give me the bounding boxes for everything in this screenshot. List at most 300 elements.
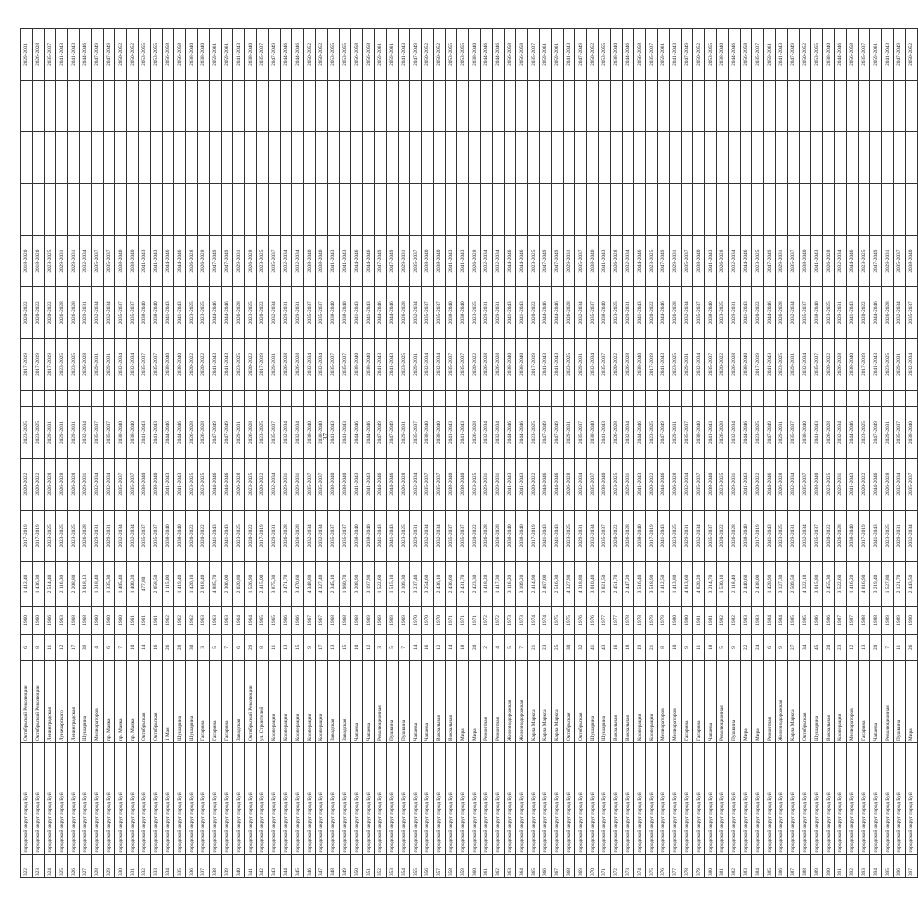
period-cell: 2044-2046 bbox=[209, 458, 221, 510]
house-cell: 14 bbox=[445, 634, 457, 660]
period-cell bbox=[127, 390, 139, 406]
last-period-cell: 2053-2055 bbox=[339, 29, 351, 81]
period-cell: 2026-2028 bbox=[622, 339, 634, 391]
period-cell: 2026-2028 bbox=[68, 287, 80, 339]
street-cell: Мира bbox=[457, 660, 469, 742]
area-cell: 2 118,40 bbox=[728, 562, 740, 607]
period-cell bbox=[469, 132, 481, 184]
period-cell: 2032-2034 bbox=[728, 235, 740, 287]
period-cell: 2020-2022 bbox=[646, 458, 658, 510]
period-cell: 2017-2019 bbox=[32, 339, 44, 391]
period-cell bbox=[846, 132, 858, 184]
period-cell: 2023-2025 bbox=[776, 339, 788, 391]
street-cell: Шушарина bbox=[79, 660, 91, 742]
period-cell: 2035-2037 bbox=[433, 458, 445, 510]
street-cell: Октябрьская bbox=[799, 660, 811, 742]
table-row bbox=[764, 29, 776, 878]
period-cell: 2020-2022 bbox=[646, 287, 658, 339]
period-cell: 2029-2031 bbox=[91, 339, 103, 391]
house-cell: 6 bbox=[764, 634, 776, 660]
last-period-cell: 2044-2046 bbox=[834, 29, 846, 81]
period-cell: 2029-2031 bbox=[622, 458, 634, 510]
street-cell: Мира bbox=[469, 660, 481, 742]
last-period-cell: 2026-2028 bbox=[32, 29, 44, 81]
row-number-cell: 363 bbox=[504, 854, 516, 877]
period-cell bbox=[764, 184, 776, 236]
year-cell: 1988 bbox=[858, 606, 870, 634]
period-cell bbox=[374, 80, 386, 132]
house-cell: 4 bbox=[492, 634, 504, 660]
period-cell bbox=[787, 80, 799, 132]
period-cell: 2026-2028 bbox=[481, 339, 493, 391]
row-number-cell: 332 bbox=[138, 854, 150, 877]
period-cell: 2032-2034 bbox=[834, 407, 846, 459]
period-cell: 2035-2037 bbox=[127, 287, 139, 339]
table-row bbox=[622, 29, 634, 878]
period-cell: 2038-2040 bbox=[587, 407, 599, 459]
period-cell bbox=[681, 132, 693, 184]
row-number-cell: 351 bbox=[363, 854, 375, 877]
table-row bbox=[280, 29, 292, 878]
repair-schedule-table bbox=[20, 28, 918, 878]
period-cell bbox=[386, 184, 398, 236]
municipality-cell: городской округ город Буй bbox=[587, 742, 599, 854]
period-cell: 2020-2022 bbox=[44, 287, 56, 339]
period-cell: 2035-2037 bbox=[138, 510, 150, 562]
period-cell: 2029-2031 bbox=[776, 235, 788, 287]
last-period-cell: 2050-2052 bbox=[905, 29, 917, 81]
period-cell bbox=[599, 80, 611, 132]
period-cell: 2023-2025 bbox=[717, 458, 729, 510]
period-cell: 2023-2025 bbox=[469, 287, 481, 339]
period-cell: 2032-2034 bbox=[79, 235, 91, 287]
period-cell: 2041-2043 bbox=[516, 287, 528, 339]
period-cell bbox=[386, 132, 398, 184]
period-cell: 2032-2034 bbox=[115, 510, 127, 562]
period-cell: 2038-2040 bbox=[433, 407, 445, 459]
year-cell: 1970 bbox=[422, 606, 434, 634]
period-cell bbox=[162, 390, 174, 406]
street-cell: ул. Строителей bbox=[256, 660, 268, 742]
period-cell: 2044-2046 bbox=[363, 407, 375, 459]
period-cell: 2035-2037 bbox=[705, 339, 717, 391]
area-cell: 4 816,90 bbox=[858, 562, 870, 607]
row-number-cell: 356 bbox=[422, 854, 434, 877]
row-number-cell: 329 bbox=[103, 854, 115, 877]
street-cell: Октябрьская bbox=[575, 660, 587, 742]
period-cell bbox=[174, 184, 186, 236]
period-cell bbox=[115, 80, 127, 132]
period-cell bbox=[551, 184, 563, 236]
period-cell: 2020-2022 bbox=[256, 458, 268, 510]
period-cell: 2047-2049 bbox=[209, 407, 221, 459]
period-cell bbox=[846, 390, 858, 406]
street-cell: Чапаева bbox=[351, 660, 363, 742]
period-cell bbox=[292, 80, 304, 132]
municipality-cell: городской округ город Буй bbox=[79, 742, 91, 854]
period-cell: 2018-2020 bbox=[32, 235, 44, 287]
period-cell: 2038-2040 bbox=[315, 235, 327, 287]
house-cell: 14 bbox=[138, 634, 150, 660]
period-cell bbox=[115, 390, 127, 406]
table-body bbox=[21, 29, 918, 878]
year-cell: 1989 bbox=[893, 606, 905, 634]
area-cell: 3 518,90 bbox=[646, 562, 658, 607]
period-cell bbox=[398, 132, 410, 184]
municipality-cell: городской округ город Буй bbox=[197, 742, 209, 854]
period-cell: 2026-2028 bbox=[44, 458, 56, 510]
street-cell: Ремонтная bbox=[492, 660, 504, 742]
period-cell: 2038-2040 bbox=[433, 235, 445, 287]
period-cell bbox=[752, 80, 764, 132]
municipality-cell: городской округ город Буй bbox=[327, 742, 339, 854]
period-cell: 2035-2037 bbox=[304, 287, 316, 339]
period-cell: 2023-2025 bbox=[245, 287, 257, 339]
period-cell: 2035-2037 bbox=[681, 407, 693, 459]
period-cell: 2038-2040 bbox=[504, 510, 516, 562]
period-cell bbox=[905, 390, 917, 406]
period-cell bbox=[599, 184, 611, 236]
period-cell: 2035-2037 bbox=[268, 407, 280, 459]
house-cell: 39 bbox=[79, 634, 91, 660]
period-cell bbox=[351, 390, 363, 406]
period-cell: 2044-2046 bbox=[221, 287, 233, 339]
period-cell bbox=[68, 184, 80, 236]
period-cell bbox=[197, 80, 209, 132]
period-cell: 2038-2040 bbox=[799, 407, 811, 459]
period-cell bbox=[622, 390, 634, 406]
period-cell: 2023-2025 bbox=[197, 287, 209, 339]
period-cell: 2023-2025 bbox=[610, 287, 622, 339]
period-cell: 2032-2034 bbox=[799, 510, 811, 562]
row-number-cell: 325 bbox=[56, 854, 68, 877]
period-cell: 2047-2049 bbox=[764, 407, 776, 459]
period-cell: 2026-2028 bbox=[834, 510, 846, 562]
period-cell: 2038-2040 bbox=[634, 510, 646, 562]
period-cell: 2044-2046 bbox=[174, 235, 186, 287]
street-cell: 1 Мая bbox=[162, 660, 174, 742]
row-number-cell: 364 bbox=[516, 854, 528, 877]
period-cell bbox=[374, 184, 386, 236]
house-cell: 8 bbox=[32, 634, 44, 660]
period-cell bbox=[197, 132, 209, 184]
street-cell: Шушарина bbox=[811, 660, 823, 742]
year-cell: 1963 bbox=[197, 606, 209, 634]
year-cell: 1960 bbox=[103, 606, 115, 634]
period-cell: 2041-2043 bbox=[150, 407, 162, 459]
period-cell bbox=[433, 132, 445, 184]
table-row bbox=[669, 29, 681, 878]
period-cell: 2044-2046 bbox=[351, 235, 363, 287]
period-cell: 2020-2022 bbox=[197, 510, 209, 562]
period-cell: 2020-2022 bbox=[528, 458, 540, 510]
year-cell: 1985 bbox=[799, 606, 811, 634]
street-cell: пр. Маяка bbox=[127, 660, 139, 742]
year-cell: 1967 bbox=[304, 606, 316, 634]
area-cell: 3 208,90 bbox=[351, 562, 363, 607]
area-cell: 3 522,60 bbox=[834, 562, 846, 607]
municipality-cell: городской округ город Буй bbox=[905, 742, 917, 854]
period-cell: 2038-2040 bbox=[811, 458, 823, 510]
municipality-cell: городской округ город Буй bbox=[705, 742, 717, 854]
period-cell bbox=[705, 80, 717, 132]
period-cell: 2044-2046 bbox=[162, 235, 174, 287]
period-cell bbox=[221, 132, 233, 184]
period-cell bbox=[197, 184, 209, 236]
period-cell: 2044-2046 bbox=[162, 407, 174, 459]
period-cell bbox=[893, 80, 905, 132]
municipality-cell: городской округ город Буй bbox=[115, 742, 127, 854]
period-cell: 2044-2046 bbox=[740, 407, 752, 459]
street-cell: Мелиораторов bbox=[658, 660, 670, 742]
table-row bbox=[658, 29, 670, 878]
period-cell: 2035-2037 bbox=[787, 407, 799, 459]
year-cell: 1983 bbox=[752, 606, 764, 634]
row-number-cell: 340 bbox=[233, 854, 245, 877]
period-cell bbox=[693, 390, 705, 406]
municipality-cell: городской округ город Буй bbox=[693, 742, 705, 854]
street-cell: Вокзальная bbox=[433, 660, 445, 742]
period-cell: 2026-2028 bbox=[292, 510, 304, 562]
street-cell: Вокзальная bbox=[823, 660, 835, 742]
period-cell bbox=[292, 132, 304, 184]
period-cell: 2032-2034 bbox=[268, 287, 280, 339]
period-cell: 2038-2040 bbox=[811, 287, 823, 339]
period-cell bbox=[433, 80, 445, 132]
period-cell: 2035-2037 bbox=[339, 339, 351, 391]
period-cell bbox=[481, 80, 493, 132]
period-cell: 2038-2040 bbox=[150, 458, 162, 510]
period-cell: 2026-2028 bbox=[398, 287, 410, 339]
municipality-cell: городской округ город Буй bbox=[799, 742, 811, 854]
area-cell: 1 527,80 bbox=[882, 562, 894, 607]
period-cell bbox=[351, 132, 363, 184]
period-cell: 2035-2037 bbox=[587, 287, 599, 339]
year-cell: 1986 bbox=[823, 606, 835, 634]
period-cell bbox=[481, 390, 493, 406]
street-cell: Революционная bbox=[717, 660, 729, 742]
street-cell: Железнодорожная bbox=[516, 660, 528, 742]
period-cell: 2017-2019 bbox=[752, 510, 764, 562]
period-cell bbox=[398, 390, 410, 406]
period-cell: 2038-2040 bbox=[315, 407, 327, 459]
house-cell: 4 bbox=[91, 634, 103, 660]
municipality-cell: городской округ город Буй bbox=[563, 742, 575, 854]
year-cell: 1967 bbox=[315, 606, 327, 634]
period-cell: 2026-2028 bbox=[233, 458, 245, 510]
period-cell: 2035-2037 bbox=[91, 407, 103, 459]
period-cell: 2032-2034 bbox=[799, 339, 811, 391]
period-cell: 2026-2028 bbox=[197, 235, 209, 287]
period-cell: 2023-2025 bbox=[469, 458, 481, 510]
year-cell: 1968 bbox=[327, 606, 339, 634]
table-row bbox=[728, 29, 740, 878]
area-cell: 1 417,30 bbox=[492, 562, 504, 607]
year-cell: 1984 bbox=[764, 606, 776, 634]
period-cell: 2023-2025 bbox=[256, 235, 268, 287]
period-cell bbox=[610, 184, 622, 236]
row-number-cell: 344 bbox=[280, 854, 292, 877]
row-number-cell: 370 bbox=[587, 854, 599, 877]
table-row bbox=[209, 29, 221, 878]
table-row bbox=[186, 29, 198, 878]
period-cell: 2041-2043 bbox=[138, 407, 150, 459]
period-cell: 2023-2025 bbox=[646, 407, 658, 459]
area-cell: 4 813,60 bbox=[681, 562, 693, 607]
period-cell bbox=[410, 184, 422, 236]
period-cell bbox=[728, 390, 740, 406]
municipality-cell: городской округ город Буй bbox=[209, 742, 221, 854]
period-cell bbox=[56, 390, 68, 406]
period-cell: 2026-2028 bbox=[492, 510, 504, 562]
period-cell bbox=[787, 132, 799, 184]
period-cell: 2038-2040 bbox=[740, 510, 752, 562]
period-cell: 2038-2040 bbox=[634, 339, 646, 391]
period-cell: 2035-2037 bbox=[127, 458, 139, 510]
period-cell: 2041-2043 bbox=[846, 458, 858, 510]
year-cell: 1965 bbox=[268, 606, 280, 634]
year-cell: 1964 bbox=[233, 606, 245, 634]
period-cell: 2029-2031 bbox=[91, 510, 103, 562]
period-cell: 2041-2043 bbox=[209, 339, 221, 391]
period-cell bbox=[245, 390, 257, 406]
area-cell: 3 197,90 bbox=[363, 562, 375, 607]
period-cell: 2026-2028 bbox=[68, 458, 80, 510]
area-cell: 1 405,40 bbox=[115, 562, 127, 607]
row-number-cell: 397 bbox=[905, 854, 917, 877]
row-number-cell: 375 bbox=[646, 854, 658, 877]
year-cell: 1987 bbox=[834, 606, 846, 634]
street-cell: Мира bbox=[905, 660, 917, 742]
year-cell: 1974 bbox=[540, 606, 552, 634]
area-cell: 3 471,70 bbox=[280, 562, 292, 607]
house-cell: 12 bbox=[433, 634, 445, 660]
period-cell bbox=[776, 184, 788, 236]
street-cell: Гагарина bbox=[858, 660, 870, 742]
period-cell: 2038-2040 bbox=[339, 458, 351, 510]
house-cell: 12 bbox=[56, 634, 68, 660]
house-cell: 16 bbox=[610, 634, 622, 660]
house-cell: 5 bbox=[386, 634, 398, 660]
last-period-cell: 2050-2052 bbox=[127, 29, 139, 81]
rotated-table-container bbox=[20, 28, 915, 878]
period-cell bbox=[245, 132, 257, 184]
street-cell: Пушкина bbox=[398, 660, 410, 742]
period-cell bbox=[492, 390, 504, 406]
period-cell: 2029-2031 bbox=[44, 407, 56, 459]
last-period-cell: 2050-2052 bbox=[587, 29, 599, 81]
period-cell: 2041-2043 bbox=[658, 510, 670, 562]
period-cell: 2029-2031 bbox=[669, 235, 681, 287]
period-cell bbox=[103, 390, 115, 406]
street-cell: Карла Маркса bbox=[540, 660, 552, 742]
period-cell bbox=[256, 184, 268, 236]
last-period-cell: 2047-2049 bbox=[268, 29, 280, 81]
period-cell bbox=[150, 184, 162, 236]
period-cell: 2041-2043 bbox=[221, 510, 233, 562]
table-row bbox=[481, 29, 493, 878]
last-period-cell: 2047-2049 bbox=[410, 29, 422, 81]
period-cell: 2020-2022 bbox=[469, 339, 481, 391]
house-cell: 23 bbox=[834, 634, 846, 660]
period-cell bbox=[858, 390, 870, 406]
year-cell: 1972 bbox=[492, 606, 504, 634]
period-cell: 2032-2034 bbox=[315, 339, 327, 391]
street-cell: Вокзальная bbox=[445, 660, 457, 742]
period-cell: 2044-2046 bbox=[374, 458, 386, 510]
period-cell bbox=[787, 390, 799, 406]
year-cell: 1971 bbox=[445, 606, 457, 634]
period-cell bbox=[492, 132, 504, 184]
house-cell: 20 bbox=[469, 634, 481, 660]
period-cell: 2038-2040 bbox=[445, 287, 457, 339]
period-cell: 2044-2046 bbox=[634, 235, 646, 287]
period-cell bbox=[870, 80, 882, 132]
period-cell bbox=[44, 132, 56, 184]
period-cell: 2038-2040 bbox=[516, 510, 528, 562]
municipality-cell: городской округ город Буй bbox=[162, 742, 174, 854]
table-row bbox=[823, 29, 835, 878]
house-cell: 16 bbox=[422, 634, 434, 660]
last-period-cell: 2050-2052 bbox=[115, 29, 127, 81]
area-cell: 2 345,10 bbox=[327, 562, 339, 607]
row-number-cell: 358 bbox=[445, 854, 457, 877]
period-cell: 2041-2043 bbox=[811, 407, 823, 459]
period-cell bbox=[327, 390, 339, 406]
area-cell: 1 115,00 bbox=[162, 562, 174, 607]
municipality-cell: городской округ город Буй bbox=[834, 742, 846, 854]
municipality-cell: городской округ город Буй bbox=[374, 742, 386, 854]
street-cell: Гагарина bbox=[681, 660, 693, 742]
period-cell bbox=[21, 80, 33, 132]
period-cell bbox=[764, 390, 776, 406]
period-cell: 2032-2034 bbox=[905, 510, 917, 562]
period-cell: 2020-2022 bbox=[858, 287, 870, 339]
period-cell: 2044-2046 bbox=[516, 407, 528, 459]
period-cell bbox=[646, 132, 658, 184]
area-cell: 4 327,40 bbox=[315, 562, 327, 607]
period-cell: 2044-2046 bbox=[540, 287, 552, 339]
period-cell: 2023-2025 bbox=[752, 235, 764, 287]
period-cell: 2032-2034 bbox=[103, 458, 115, 510]
period-cell bbox=[103, 132, 115, 184]
last-period-cell: 2050-2052 bbox=[315, 29, 327, 81]
period-cell bbox=[492, 184, 504, 236]
period-cell: 2026-2028 bbox=[776, 458, 788, 510]
municipality-cell: городской округ город Буй bbox=[658, 742, 670, 854]
period-cell: 2023-2025 bbox=[646, 235, 658, 287]
row-number-cell: 388 bbox=[799, 854, 811, 877]
period-cell: 2035-2037 bbox=[811, 339, 823, 391]
area-cell: 3 109,20 bbox=[516, 562, 528, 607]
last-period-cell: 2056-2058 bbox=[516, 29, 528, 81]
period-cell: 2035-2037 bbox=[327, 510, 339, 562]
period-cell: 2041-2043 bbox=[504, 458, 516, 510]
period-cell: 2044-2046 bbox=[634, 407, 646, 459]
house-cell: 20 bbox=[823, 634, 835, 660]
period-cell: 2029-2031 bbox=[834, 458, 846, 510]
period-cell: 2038-2040 bbox=[174, 339, 186, 391]
period-cell: 2023-2025 bbox=[823, 458, 835, 510]
last-period-cell: 2047-2049 bbox=[91, 29, 103, 81]
period-cell: 2038-2040 bbox=[351, 510, 363, 562]
period-cell: 2041-2043 bbox=[599, 235, 611, 287]
period-cell bbox=[469, 390, 481, 406]
row-number-cell: 396 bbox=[893, 854, 905, 877]
period-cell: 2035-2037 bbox=[410, 407, 422, 459]
period-cell: 2029-2031 bbox=[280, 458, 292, 510]
period-cell bbox=[882, 80, 894, 132]
